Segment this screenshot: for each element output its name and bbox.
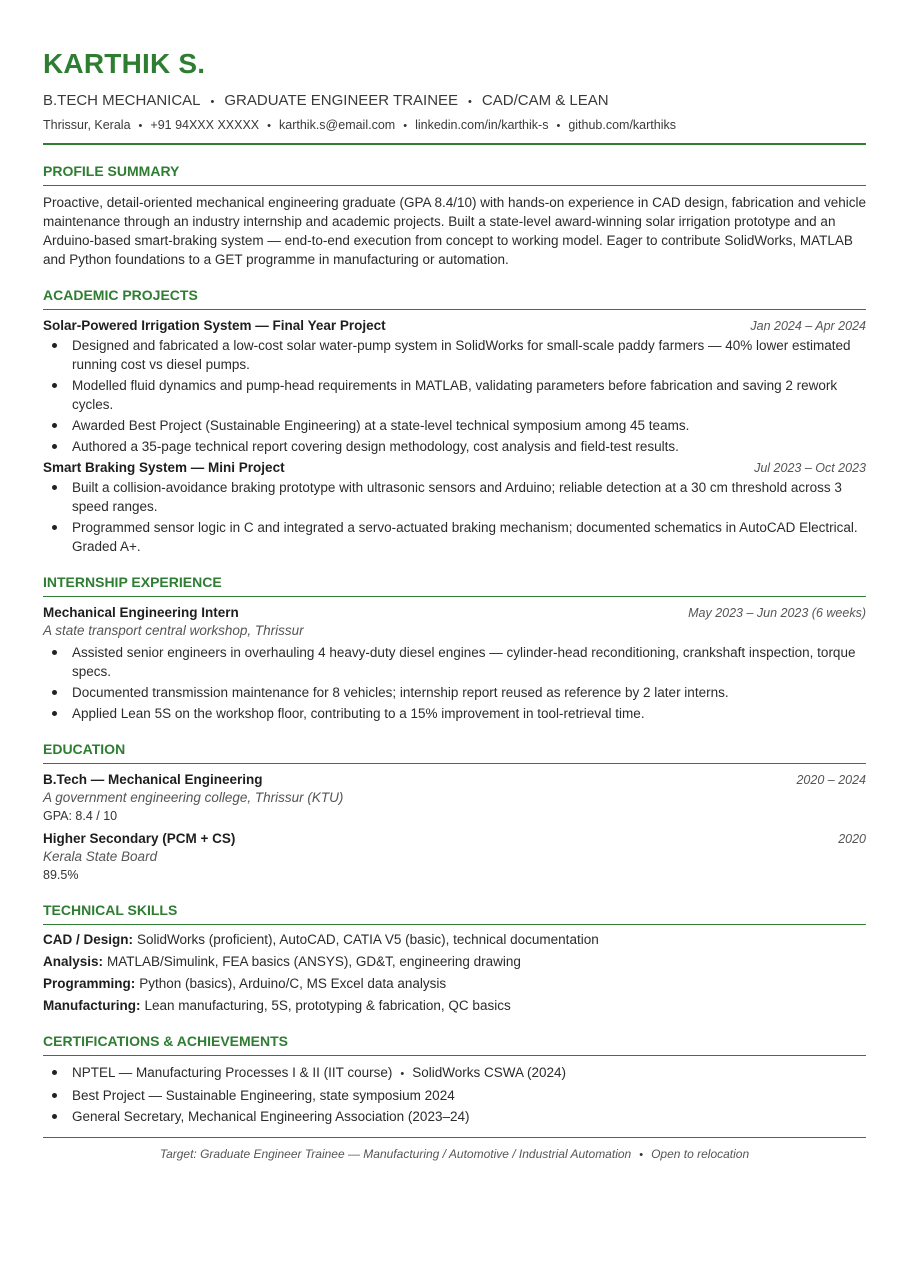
- internship-role: Mechanical Engineering Intern: [43, 605, 239, 620]
- bullet-item: Assisted senior engineers in overhauling 4 heavy-duty diesel engines — cylinder-head reconditioning, crankshaft inspection, torque specs.: [72, 643, 866, 681]
- project-date: Jul 2023 – Oct 2023: [754, 461, 866, 475]
- resume-header: [43, 50, 866, 145]
- skill-row: [43, 974, 866, 993]
- bullet-item: Modelled fluid dynamics and pump-head requirements in MATLAB, validating parameters before fabrication and saving 2 rework cycles.: [72, 376, 866, 414]
- tagline-role: GRADUATE ENGINEER TRAINEE: [224, 92, 459, 109]
- education-degree: B.Tech — Mechanical Engineering: [43, 772, 263, 787]
- education-date: 2020 – 2024: [796, 773, 866, 787]
- education-institution: Kerala State Board: [43, 849, 158, 864]
- bullet-item: [72, 1063, 866, 1084]
- skill-row: [43, 952, 866, 971]
- education-score: 89.5%: [43, 868, 79, 882]
- footer-note: [43, 1147, 866, 1161]
- section-title-projects: ACADEMIC PROJECTS: [43, 287, 866, 310]
- bullet-item: Designed and fabricated a low-cost solar water-pump system in SolidWorks for small-scale paddy farmers — 40% lower estimated running cost vs diesel pumps.: [72, 336, 866, 374]
- skill-value: SolidWorks (proficient), AutoCAD, CATIA V5 (basic), technical documentation: [137, 932, 599, 947]
- education-section: [43, 741, 866, 884]
- bullet-item: Awarded Best Project (Sustainable Engineering) at a state-level technical symposium among 45 teams.: [72, 416, 866, 435]
- footer-divider: [43, 1137, 866, 1138]
- project-entry: [43, 460, 866, 556]
- skill-label: Programming:: [43, 976, 136, 991]
- internship-section: [43, 574, 866, 723]
- contact-email-link[interactable]: karthik.s@email.com: [279, 118, 396, 132]
- section-title-education: EDUCATION: [43, 741, 866, 764]
- contact-github-link[interactable]: github.com/karthiks: [568, 118, 676, 132]
- skill-label: Analysis:: [43, 954, 104, 969]
- education-header: [43, 831, 866, 846]
- project-date: Jan 2024 – Apr 2024: [750, 319, 866, 333]
- certification-bullets: [43, 1063, 866, 1126]
- section-title-internship: INTERNSHIP EXPERIENCE: [43, 574, 866, 597]
- project-title: Solar-Powered Irrigation System — Final Year Project: [43, 318, 386, 333]
- separator-dot: •: [138, 120, 143, 132]
- skill-value: Python (basics), Arduino/C, MS Excel data analysis: [139, 976, 447, 991]
- certifications-section: [43, 1033, 866, 1126]
- header-divider: [43, 143, 866, 145]
- summary-section: [43, 163, 866, 269]
- education-date: 2020: [838, 832, 866, 846]
- summary-text: Proactive, detail-oriented mechanical engineering graduate (GPA 8.4/10) with hands-on experience in CAD design, fabrication and vehicle maintenance through an industry internship and academic projects. Built a state-level award-winning solar irrigation prototype and an Arduino-based smart-braking system — end-to-end execution from concept to working model. Eager to contribute SolidWorks, MATLAB and Python foundations to a GET programme in manufacturing or automation.: [43, 195, 866, 267]
- separator-dot: •: [210, 96, 215, 108]
- project-bullets: [43, 336, 866, 456]
- internship-header: [43, 605, 866, 620]
- tagline: [43, 92, 866, 111]
- contact-line: [43, 117, 866, 134]
- project-bullets: [43, 478, 866, 556]
- certification-nptel: NPTEL — Manufacturing Processes I & II (IIT course): [72, 1065, 393, 1080]
- section-title-summary: PROFILE SUMMARY: [43, 163, 866, 186]
- skill-label: CAD / Design:: [43, 932, 134, 947]
- project-header: [43, 318, 866, 333]
- bullet-item: Applied Lean 5S on the workshop floor, contributing to a 15% improvement in tool-retrieval time.: [72, 704, 866, 723]
- internship-bullets: [43, 643, 866, 723]
- certification-cswa: SolidWorks CSWA (2024): [412, 1065, 567, 1080]
- tagline-focus: CAD/CAM & LEAN: [481, 92, 609, 109]
- bullet-item: Programmed sensor logic in C and integrated a servo-actuated braking mechanism; documented schematics in AutoCAD Electrical. Graded A+.: [72, 518, 866, 556]
- internship-organization: A state transport central workshop, Thrissur: [43, 623, 304, 638]
- separator-dot: •: [468, 96, 472, 108]
- skills-list: [43, 930, 866, 1015]
- project-entry: [43, 318, 866, 456]
- internship-date: May 2023 – Jun 2023 (6 weeks): [688, 606, 866, 620]
- bullet-item: General Secretary, Mechanical Engineering Association (2023–24): [72, 1107, 866, 1126]
- contact-location: Thrissur, Kerala: [43, 118, 131, 132]
- separator-dot: •: [639, 1149, 644, 1161]
- education-degree: Higher Secondary (PCM + CS): [43, 831, 236, 846]
- education-header: [43, 772, 866, 787]
- skill-label: Manufacturing:: [43, 998, 141, 1013]
- separator-dot: •: [403, 120, 408, 132]
- footer-relocation: Open to relocation: [651, 1147, 750, 1161]
- bullet-item: Best Project — Sustainable Engineering, state symposium 2024: [72, 1086, 866, 1105]
- skill-value: MATLAB/Simulink, FEA basics (ANSYS), GD&T, engineering drawing: [107, 954, 521, 969]
- education-entry: [43, 831, 866, 884]
- separator-dot: •: [267, 120, 272, 132]
- separator-dot: •: [400, 1068, 405, 1080]
- skill-row: [43, 930, 866, 949]
- section-title-certifications: CERTIFICATIONS & ACHIEVEMENTS: [43, 1033, 866, 1056]
- projects-section: [43, 287, 866, 556]
- bullet-item: Built a collision-avoidance braking prototype with ultrasonic sensors and Arduino; reliable detection at a 30 cm threshold across 3 speed ranges.: [72, 478, 866, 516]
- education-score: GPA: 8.4 / 10: [43, 809, 118, 823]
- bullet-item: Authored a 35-page technical report covering design methodology, cost analysis and field-test results.: [72, 437, 866, 456]
- skill-value: Lean manufacturing, 5S, prototyping & fabrication, QC basics: [144, 998, 511, 1013]
- separator-dot: •: [556, 120, 561, 132]
- candidate-name: KARTHIK S.: [43, 48, 206, 79]
- education-institution: A government engineering college, Thrissur (KTU): [43, 790, 344, 805]
- skill-row: [43, 996, 866, 1015]
- tagline-degree: B.TECH MECHANICAL: [43, 92, 201, 109]
- bullet-item: Documented transmission maintenance for 8 vehicles; internship report reused as reference by 2 later interns.: [72, 683, 866, 702]
- section-title-skills: TECHNICAL SKILLS: [43, 902, 866, 925]
- footer-target: Target: Graduate Engineer Trainee — Manufacturing / Automotive / Industrial Automation: [159, 1147, 632, 1161]
- education-entry: [43, 772, 866, 825]
- contact-phone: +91 94XXX XXXXX: [150, 118, 260, 132]
- contact-linkedin-link[interactable]: linkedin.com/in/karthik-s: [415, 118, 549, 132]
- project-header: [43, 460, 866, 475]
- skills-section: [43, 902, 866, 1015]
- project-title: Smart Braking System — Mini Project: [43, 460, 285, 475]
